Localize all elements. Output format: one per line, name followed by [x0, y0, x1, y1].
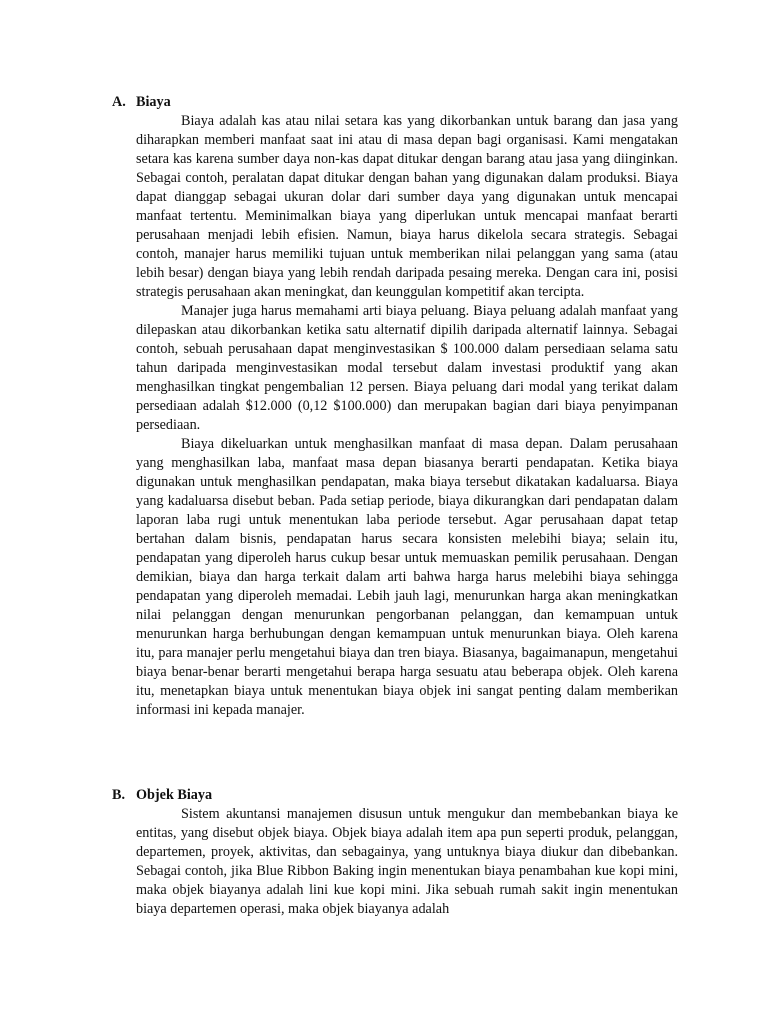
- paragraph: Biaya adalah kas atau nilai setara kas yang dikorbankan untuk barang dan jasa yang diharapkan memberi manfaat saat ini atau di masa depan bagi organisasi. Kami mengatakan setara kas karena sumber daya non-kas dapat ditukar dengan barang atau jasa yang diinginkan. Sebagai contoh, peralatan dapat ditukar dengan bahan yang digunakan dalam produksi. Biaya dapat dianggap sebagai ukuran dolar dari sumber daya yang digunakan untuk mencapai manfaat tertentu. Meminimalkan biaya yang diperlukan untuk mencapai manfaat berarti perusahaan menjadi lebih efisien. Namun, biaya harus dikelola secara strategis. Sebagai contoh, manajer harus memiliki tujuan untuk memberikan nilai pelanggan yang sama (atau lebih besar) dengan biaya yang lebih rendah daripada pesaing mereka. Dengan cara ini, posisi strategis perusahaan akan meningkat, dan keunggulan kompetitif akan tercipta.: [136, 113, 678, 300]
- section-letter: B.: [112, 787, 126, 803]
- section-body: [136, 805, 678, 919]
- section-body: [136, 112, 678, 720]
- section-letter: A.: [112, 94, 126, 110]
- section-title: Biaya: [136, 94, 171, 110]
- section-heading: [112, 93, 678, 112]
- section-objek-biaya: [112, 786, 678, 919]
- paragraph: Manajer juga harus memahami arti biaya peluang. Biaya peluang adalah manfaat yang dilepaskan atau dikorbankan ketika satu alternatif dipilih daripada alternatif lainnya. Sebagai contoh, sebuah perusahaan dapat menginvestasikan $ 100.000 dalam persediaan selama satu tahun daripada menginvestasikan modal tersebut dalam investasi produktif yang akan menghasilkan tingkat pengembalian 12 persen. Biaya peluang dari modal yang terikat dalam persediaan adalah $12.000 (0,12 $100.000) dan merupakan bagian dari biaya penyimpanan persediaan.: [136, 303, 678, 433]
- section-title: Objek Biaya: [136, 787, 213, 803]
- paragraph: Sistem akuntansi manajemen disusun untuk mengukur dan membebankan biaya ke entitas, yang disebut objek biaya. Objek biaya adalah item apa pun seperti produk, pelanggan, departemen, proyek, aktivitas, dan sebagainya, yang untuknya biaya diukur dan dibebankan. Sebagai contoh, jika Blue Ribbon Baking ingin menentukan biaya penambahan kue kopi mini, maka objek biayanya adalah lini kue kopi mini. Jika sebuah rumah sakit ingin menentukan biaya departemen operasi, maka objek biayanya adalah: [136, 806, 678, 917]
- paragraph: Biaya dikeluarkan untuk menghasilkan manfaat di masa depan. Dalam perusahaan yang menghasilkan laba, manfaat masa depan biasanya berarti pendapatan. Ketika biaya digunakan untuk menghasilkan pendapatan, maka biaya tersebut dikatakan kadaluarsa. Biaya yang kadaluarsa disebut beban. Pada setiap periode, biaya dikurangkan dari pendapatan dalam laporan laba rugi untuk menentukan laba periode tersebut. Agar perusahaan dapat tetap bertahan dalam bisnis, pendapatan harus secara konsisten melebihi biaya; selain itu, pendapatan yang diperoleh harus cukup besar untuk memuaskan pemilik perusahaan. Dengan demikian, biaya dan harga terkait dalam arti bahwa harga harus melebihi biaya sehingga pendapatan yang diperoleh memadai. Lebih jauh lagi, menurunkan harga akan meningkatkan nilai pelanggan dengan menurunkan pengorbanan pelanggan, dan kemampuan untuk menurunkan harga berhubungan dengan kemampuan untuk menurunkan biaya. Oleh karena itu, para manajer perlu mengetahui biaya dan tren biaya. Biasanya, bagaimanapun, mengetahui biaya benar-benar berarti mengetahui berapa harga sesuatu atau beberapa objek. Oleh karena itu, menetapkan biaya untuk menentukan biaya objek ini sangat penting dalam memberikan informasi ini kepada manajer.: [136, 436, 678, 718]
- section-heading: [112, 786, 678, 805]
- section-biaya: [112, 93, 678, 720]
